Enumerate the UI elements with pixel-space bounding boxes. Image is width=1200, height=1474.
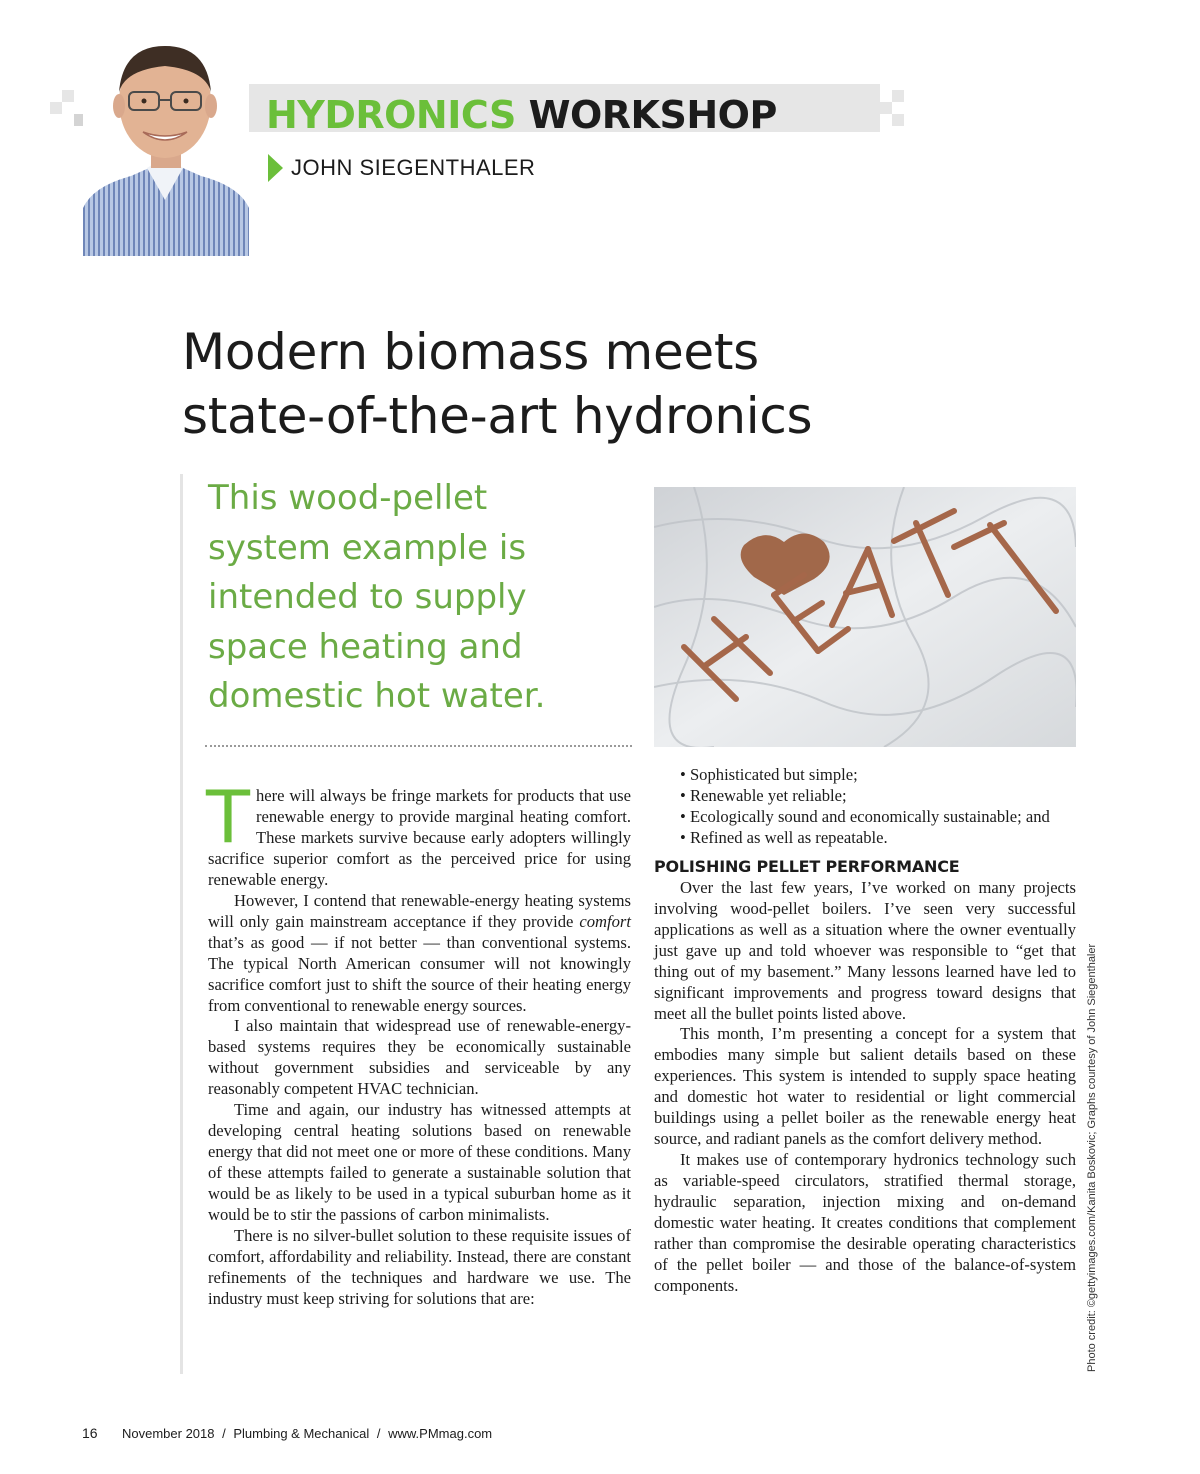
- deck-line: This wood-pellet: [208, 478, 488, 518]
- footer-line: [122, 1426, 496, 1441]
- deck-divider: [205, 745, 632, 747]
- body-column-right: [654, 765, 1076, 1297]
- footer-issue: November 2018: [122, 1426, 215, 1441]
- body-column-left: [206, 775, 631, 1310]
- deck-rule: [180, 474, 183, 1374]
- body-paragraph-text: that’s as good — if not better — than conventional systems. The typical North American consumer will not knowingly sacrifice comfort just to shift the source of their heating energy from conventional to renewable energy sources.: [208, 932, 631, 1015]
- body-paragraph: It makes use of contemporary hydronics technology such as variable-speed circulators, stratified thermal storage, hydraulic separation, injection mixing and on-demand domestic water heating. It creates conditions that complement rather than compromise the desirable operating characteristics of the pellet boiler — and those of the balance-of-system components.: [654, 1150, 1076, 1295]
- deck: [208, 474, 628, 722]
- footer-separator: /: [222, 1426, 226, 1441]
- body-paragraph: [208, 891, 631, 1017]
- column-title-word-1: HYDRONICS: [266, 93, 516, 137]
- body-paragraph-text: here will always be fringe markets for products that use renewable energy to provide marginal heating comfort. These markets survive because early adopters willingly sacrifice superior comfort as the perceived price for using renewable energy.: [208, 786, 631, 889]
- deck-line: intended to supply: [208, 577, 527, 617]
- hero-photo: [654, 487, 1076, 747]
- author-name: JOHN SIEGENTHALER: [291, 155, 536, 180]
- bullet-item: • Sophisticated but simple;: [680, 765, 858, 784]
- headline-line-1: Modern biomass meets: [182, 323, 759, 381]
- body-paragraph: [206, 775, 631, 891]
- bullet-item: • Ecologically sound and economically sustainable; and: [680, 806, 1050, 826]
- footer-publication: Plumbing & Mechanical: [233, 1426, 370, 1441]
- body-paragraph: I also maintain that widespread use of renewable-energy-based systems requires they be economically sustainable without government subsidies and serviceable by any reasonably competent HVAC technician.: [208, 1016, 631, 1099]
- body-paragraph: Time and again, our industry has witnessed attempts at developing central heating solutions based on renewable energy that did not meet one or more of these conditions. Many of these attempts failed to generate a sustainable solution that would be as likely to be used in a typical suburban home as it would be to stir the passions of carbon minimalists.: [208, 1100, 631, 1225]
- drop-cap: T: [206, 775, 250, 859]
- section-subhead: POLISHING PELLET PERFORMANCE: [654, 856, 960, 876]
- bullet-item: • Refined as well as repeatable.: [680, 827, 888, 847]
- deck-line: system example is: [208, 527, 527, 568]
- body-paragraph-text: However, I contend that renewable-energy heating systems will only gain mainstream acceptance if they provide: [208, 890, 631, 931]
- body-paragraph: There is no silver-bullet solution to these requisite issues of comfort, affordability and reliability. Instead, there are constant refinements of the techniques and hardware we use. The industry must keep striving for solutions that are:: [208, 1226, 631, 1308]
- photo-credit: Photo credit: ©gettyimages.com/Kanita Boskovic; Graphs courtesy of John Siegenthaler: [1086, 943, 1098, 1372]
- page-number: 16: [82, 1425, 98, 1441]
- deck-line: space heating and: [208, 626, 523, 667]
- deck-line: domestic hot water.: [208, 676, 546, 716]
- body-paragraph: Over the last few years, I’ve worked on many projects involving wood-pellet boilers. I’ve seen very successful applications as well as a situation where the owner eventually just gave up and told whoever was responsible to “get that thing out of my basement.” Many lessons learned have led to significant improvements and progress toward designs that meet all the bullet points listed above.: [654, 877, 1076, 1023]
- body-paragraph: This month, I’m presenting a concept for a system that embodies many simple but salient details based on these experiences. This system is intended to supply space heating and domestic hot water to residential or light commercial buildings using a pellet boiler as the renewable energy heat source, and radiant panels as the comfort delivery method.: [654, 1024, 1076, 1149]
- footer-separator: /: [376, 1426, 381, 1441]
- column-title: [266, 92, 777, 138]
- author-photo: [83, 40, 249, 256]
- body-emphasis: comfort: [579, 911, 631, 931]
- headline: [182, 320, 1082, 448]
- headline-line-2: state-of-the-art hydronics: [182, 387, 813, 445]
- column-title-word-2: WORKSHOP: [528, 93, 777, 137]
- footer-website[interactable]: www.PMmag.com: [388, 1426, 493, 1441]
- bullet-item: • Renewable yet reliable;: [680, 785, 847, 805]
- author-arrow-icon: [268, 154, 283, 182]
